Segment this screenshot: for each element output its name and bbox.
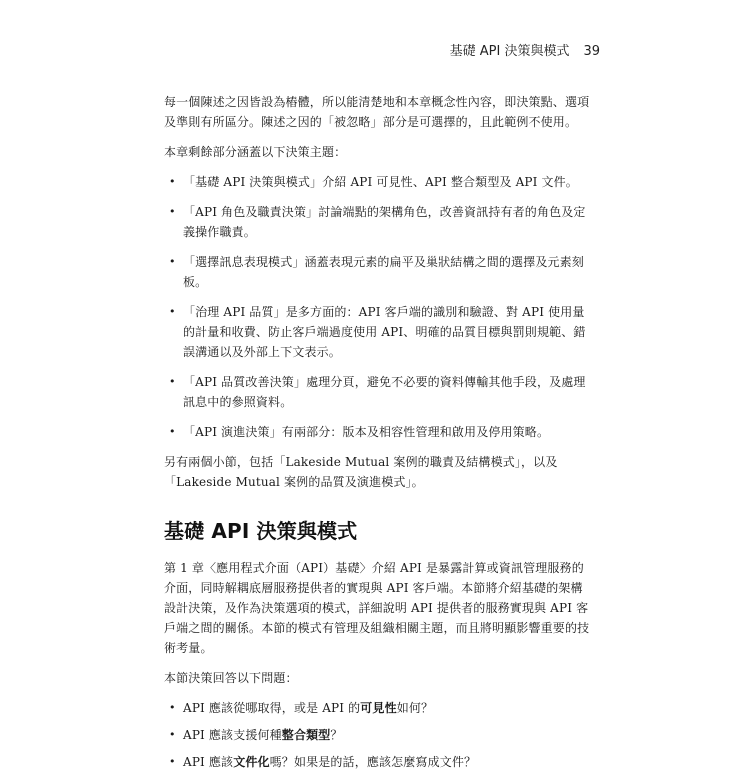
list-item: • 「API 演進決策」有兩部分：版本及相容性管理和啟用及停用策略。 — [164, 422, 594, 442]
question-text: 如何？ — [396, 701, 434, 715]
page-number: 39 — [583, 44, 600, 59]
section-heading: 基礎 API 決策與模式 — [164, 519, 358, 543]
question-keyword: 可見性 — [360, 701, 397, 715]
running-header — [450, 40, 600, 59]
question-text: ？ — [330, 728, 343, 742]
list-item — [164, 752, 594, 772]
question-text: 嗎？如果是的話，應該怎麼寫成文件？ — [269, 755, 477, 769]
question-text: API 應該支援何種 — [183, 728, 282, 742]
list-item — [164, 725, 594, 745]
topic-list — [164, 172, 594, 442]
question-keyword: 文件化 — [233, 755, 270, 769]
list-item: • 「選擇訊息表現模式」涵蓋表現元素的扁平及巢狀結構之間的選擇及元素刻板。 — [164, 252, 594, 292]
intro-paragraph-2: 本章剩餘部分涵蓋以下決策主題： — [164, 145, 347, 159]
question-text: API 應該從哪取得，或是 API 的 — [183, 701, 361, 715]
intro-paragraph-1: 每一個陳述之因皆設為樁體，所以能清楚地和本章概念性內容，即決策點、選項及準則有所區分。陳述之因的「被忽略」部分是可選擇的，且此範例不使用。 — [164, 95, 590, 129]
list-item: • 「治理 API 品質」是多方面的：API 客戶端的識別和驗證、對 API 使用量的計量和收費、防止客戶端過度使用 API、明確的品質目標與罰則規範、錯誤溝通以及外部上下文表示。 — [164, 302, 594, 362]
question-text: API 應該 — [183, 755, 234, 769]
list-item: • 「API 角色及職責決策」討論端點的架構角色，改善資訊持有者的角色及定義操作職責。 — [164, 202, 594, 242]
page-body — [164, 92, 594, 782]
list-item: • 「基礎 API 決策與模式」介紹 API 可見性、API 整合類型及 API 文件。 — [164, 172, 594, 192]
list-item: • 「API 品質改善決策」處理分頁，避免不必要的資料傳輸其他手段，及處理訊息中的參照資料。 — [164, 372, 594, 412]
list-item — [164, 698, 594, 718]
section-paragraph-1: 第 1 章〈應用程式介面（API）基礎〉介紹 API 是暴露計算或資訊管理服務的介面，同時解耦底層服務提供者的實現與 API 客戶端。本節將介紹基礎的架構設計決策，及作為決策選項的模式，詳細說明 API 提供者的服務實現與 API 客戶端之間的關係。本節的模式有管理及組織相關主題，而且將明顯影響重要的技術考量。 — [164, 561, 590, 655]
intro-paragraph-3: 另有兩個小節，包括「Lakeside Mutual 案例的職責及結構模式」，以及「Lakeside Mutual 案例的品質及演進模式」。 — [164, 455, 558, 489]
question-keyword: 整合類型 — [281, 728, 331, 742]
section-paragraph-2: 本節決策回答以下問題： — [164, 671, 298, 685]
running-header-title: 基礎 API 決策與模式 — [449, 44, 570, 59]
question-list — [164, 698, 594, 772]
